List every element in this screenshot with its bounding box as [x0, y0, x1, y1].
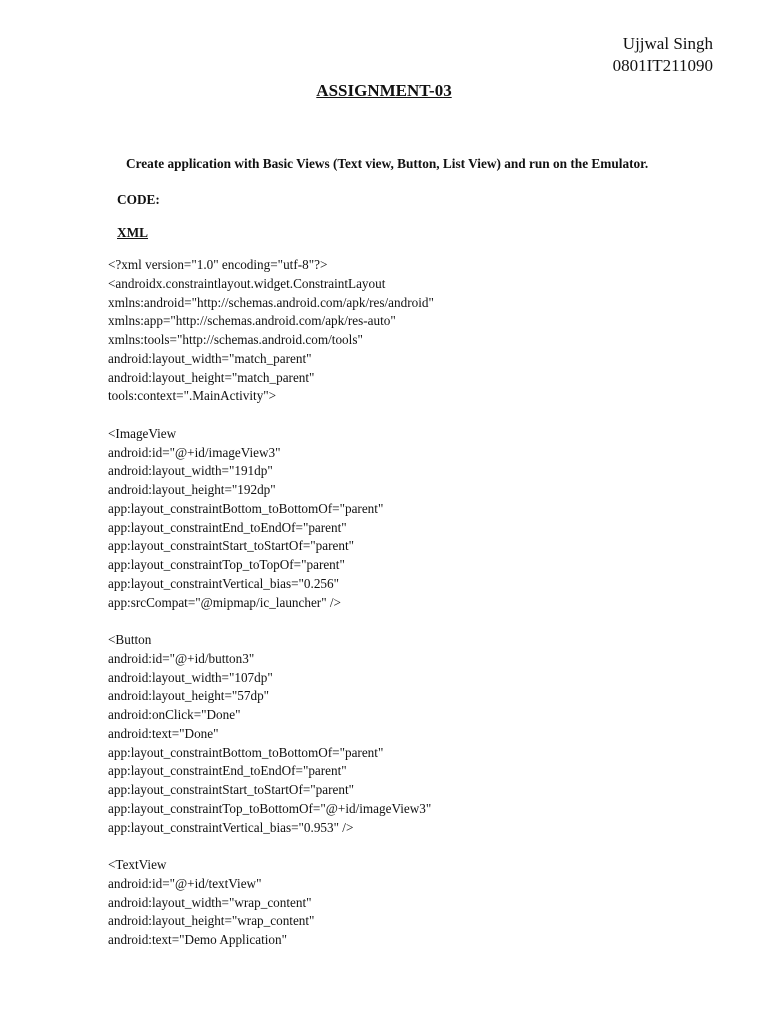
code-line: xmlns:app="http://schemas.android.com/apk/res-auto"	[108, 313, 396, 329]
code-line: android:layout_height="57dp"	[108, 688, 270, 704]
code-line: app:srcCompat="@mipmap/ic_launcher" />	[108, 594, 341, 610]
code-line: <Button	[108, 632, 152, 647]
code-line: android:layout_height="wrap_content"	[108, 913, 315, 929]
code-line: android:text="Demo Application"	[108, 932, 287, 947]
code-line: android:id="@+id/textView"	[108, 875, 262, 891]
code-line: android:layout_width="191dp"	[108, 463, 273, 479]
code-line	[108, 406, 434, 425]
code-line: app:layout_constraintBottom_toBottomOf="parent"	[108, 500, 384, 516]
author-block	[613, 33, 713, 77]
code-line: app:layout_constraintBottom_toBottomOf="parent"	[108, 744, 384, 760]
code-line: xmlns:tools="http://schemas.android.com/tools"	[108, 332, 363, 347]
task-statement: Create application with Basic Views (Text view, Button, List View) and run on the Emulator.	[126, 156, 649, 171]
code-line: app:layout_constraintTop_toBottomOf="@+id/imageView3"	[108, 800, 432, 816]
code-line: android:layout_width="match_parent"	[108, 350, 312, 366]
assignment-title: ASSIGNMENT-03	[316, 81, 452, 100]
code-line: app:layout_constraintVertical_bias="0.953" />	[108, 819, 354, 835]
author-name: Ujjwal Singh	[622, 34, 713, 53]
code-line: app:layout_constraintVertical_bias="0.256"	[108, 575, 339, 591]
author-roll-no: 0801IT211090	[612, 56, 713, 75]
code-line	[108, 837, 434, 856]
code-line: <TextView	[108, 857, 167, 872]
code-line: app:layout_constraintEnd_toEndOf="parent"	[108, 519, 347, 535]
code-line: app:layout_constraintStart_toStartOf="parent"	[108, 538, 354, 554]
code-line: <androidx.constraintlayout.widget.ConstraintLayout	[108, 275, 386, 291]
code-line: android:layout_width="wrap_content"	[108, 894, 312, 910]
code-line: android:id="@+id/imageView3"	[108, 444, 281, 460]
code-line: android:layout_height="192dp"	[108, 482, 276, 497]
code-line: app:layout_constraintStart_toStartOf="parent"	[108, 782, 354, 797]
code-line: <?xml version="1.0" encoding="utf-8"?>	[108, 257, 328, 272]
code-line	[108, 612, 434, 631]
xml-heading: XML	[117, 225, 149, 240]
code-line: app:layout_constraintTop_toTopOf="parent"	[108, 557, 345, 572]
code-line: tools:context=".MainActivity">	[108, 388, 277, 404]
code-line: android:id="@+id/button3"	[108, 650, 255, 666]
code-line: android:layout_width="107dp"	[108, 669, 273, 685]
code-line: android:layout_height="match_parent"	[108, 369, 315, 385]
code-heading: CODE:	[117, 192, 160, 207]
code-line: android:text="Done"	[108, 725, 219, 741]
code-line: <ImageView	[108, 425, 177, 441]
xml-code-block	[108, 256, 434, 950]
code-line: xmlns:android="http://schemas.android.com/apk/res/android"	[108, 294, 434, 310]
code-line: android:onClick="Done"	[108, 707, 241, 722]
code-line: app:layout_constraintEnd_toEndOf="parent"	[108, 763, 347, 779]
